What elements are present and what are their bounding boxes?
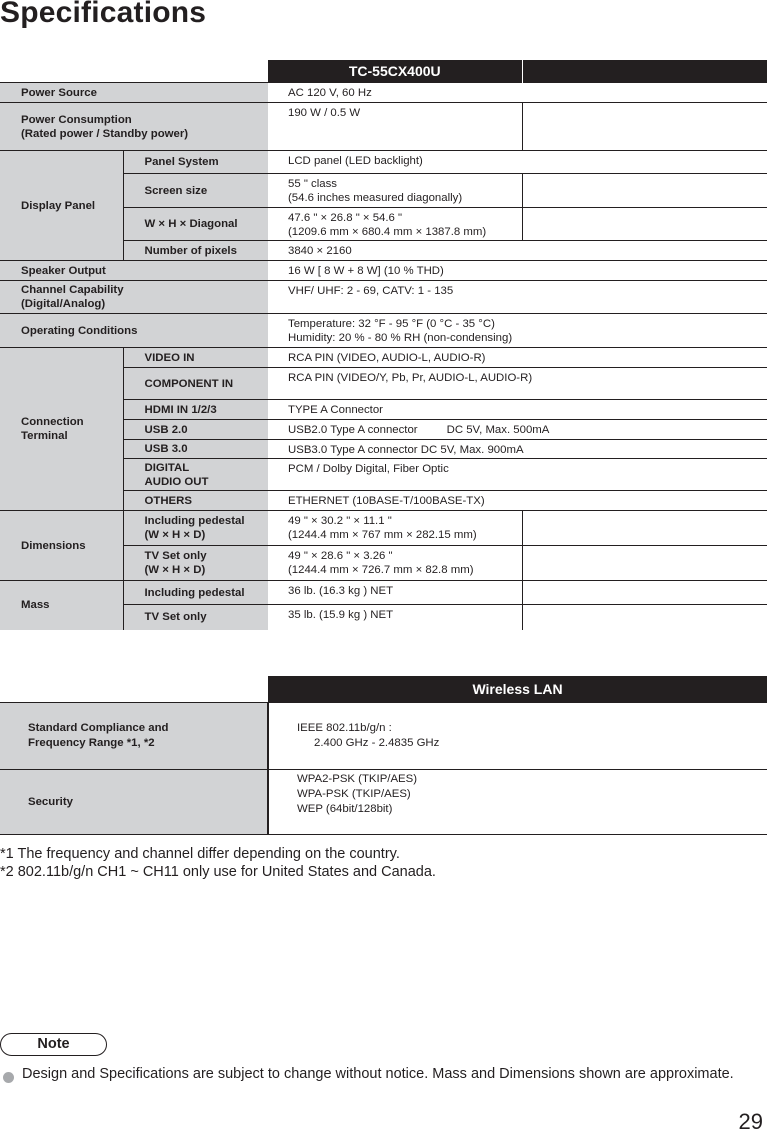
speaker-output-value: 16 W [ 8 W + 8 W] (10 % THD) (268, 261, 767, 281)
others-value: ETHERNET (10BASE-T/100BASE-TX) (268, 491, 767, 511)
whd-value: 47.6 " × 26.8 " × 54.6 " (1209.6 mm × 680.4 mm × 1387.8 mm) (268, 208, 522, 241)
operating-conditions-value: Temperature: 32 °F - 95 °F (0 °C - 35 °C) Humidity: 20 % - 80 % RH (non-condensing) (268, 314, 767, 348)
video-in-label: VIDEO IN (123, 348, 268, 368)
digital-audio-out-value: PCM / Dolby Digital, Fiber Optic (268, 459, 767, 491)
footnote-1: *1 The frequency and channel differ depending on the country. (0, 846, 400, 862)
dim-incl-pedestal-value: 49 " × 30.2 " × 11.1 " (1244.4 mm × 767 mm × 282.15 mm) (268, 511, 522, 546)
footnote-2: *2 802.11b/g/n CH1 ~ CH11 only use for United States and Canada. (0, 864, 436, 880)
power-consumption-value: 190 W / 0.5 W (268, 103, 522, 151)
hdmi-in-label: HDMI IN 1/2/3 (123, 400, 268, 420)
note-badge: Note (0, 1033, 107, 1056)
dim-tv-only-value: 49 " × 28.6 " × 3.26 " (1244.4 mm × 726.7 mm × 82.8 mm) (268, 546, 522, 581)
component-in-value: RCA PIN (VIDEO/Y, Pb, Pr, AUDIO-L, AUDIO-R) (268, 368, 767, 400)
standard-compliance-value: IEEE 802.11b/g/n : 2.400 GHz - 2.4835 GHz (268, 703, 767, 770)
pixels-value: 3840 × 2160 (268, 241, 767, 261)
screen-size-label: Screen size (123, 174, 268, 208)
dim-incl-pedestal-label: Including pedestal (W × H × D) (123, 511, 268, 546)
component-in-label: COMPONENT IN (123, 368, 268, 400)
display-panel-label: Display Panel (0, 151, 123, 261)
operating-conditions-label: Operating Conditions (0, 314, 268, 348)
video-in-value: RCA PIN (VIDEO, AUDIO-L, AUDIO-R) (268, 348, 767, 368)
mass-label: Mass (0, 581, 123, 630)
digital-audio-out-label: DIGITAL AUDIO OUT (123, 459, 268, 491)
standard-compliance-label: Standard Compliance and Frequency Range *1, *2 (0, 703, 268, 770)
channel-capability-value: VHF/ UHF: 2 - 69, CATV: 1 - 135 (268, 281, 767, 314)
connection-terminal-label: Connection Terminal (0, 348, 123, 511)
mass-incl-pedestal-label: Including pedestal (123, 581, 268, 605)
pixels-label: Number of pixels (123, 241, 268, 261)
mass-tv-only-label: TV Set only (123, 605, 268, 630)
panel-system-label: Panel System (123, 151, 268, 174)
power-source-label: Power Source (0, 83, 268, 103)
dimensions-label: Dimensions (0, 511, 123, 581)
mass-tv-only-value: 35 lb. (15.9 kg ) NET (268, 605, 522, 630)
security-label: Security (0, 770, 268, 835)
hdmi-in-value: TYPE A Connector (268, 400, 767, 420)
dim-tv-only-label: TV Set only (W × H × D) (123, 546, 268, 581)
panel-system-value: LCD panel (LED backlight) (268, 151, 767, 174)
mass-incl-pedestal-value: 36 lb. (16.3 kg ) NET (268, 581, 522, 605)
bullet-icon (3, 1072, 14, 1083)
note-text: Design and Specifications are subject to change without notice. Mass and Dimensions shown are approximate. (22, 1066, 734, 1082)
security-value: WPA2-PSK (TKIP/AES) WPA-PSK (TKIP/AES) WEP (64bit/128bit) (268, 770, 767, 835)
others-label: OTHERS (123, 491, 268, 511)
speaker-output-label: Speaker Output (0, 261, 268, 281)
usb30-value: USB3.0 Type A connector DC 5V, Max. 900mA (268, 440, 767, 459)
usb30-label: USB 3.0 (123, 440, 268, 459)
wireless-lan-table (0, 676, 767, 835)
power-consumption-label: Power Consumption (Rated power / Standby power) (0, 103, 268, 151)
wireless-lan-header: Wireless LAN (268, 676, 767, 703)
usb20-label: USB 2.0 (123, 420, 268, 440)
screen-size-value: 55 " class (54.6 inches measured diagonally) (268, 174, 522, 208)
page-number: 29 (738, 1109, 763, 1134)
usb20-value: USB2.0 Type A connector DC 5V, Max. 500mA (268, 420, 767, 440)
model-header: TC-55CX400U (268, 60, 522, 83)
page-title: Specifications (0, 0, 207, 29)
whd-label: W × H × Diagonal (123, 208, 268, 241)
power-source-value: AC 120 V, 60 Hz (268, 83, 767, 103)
channel-capability-label: Channel Capability (Digital/Analog) (0, 281, 268, 314)
specifications-table (0, 60, 767, 630)
